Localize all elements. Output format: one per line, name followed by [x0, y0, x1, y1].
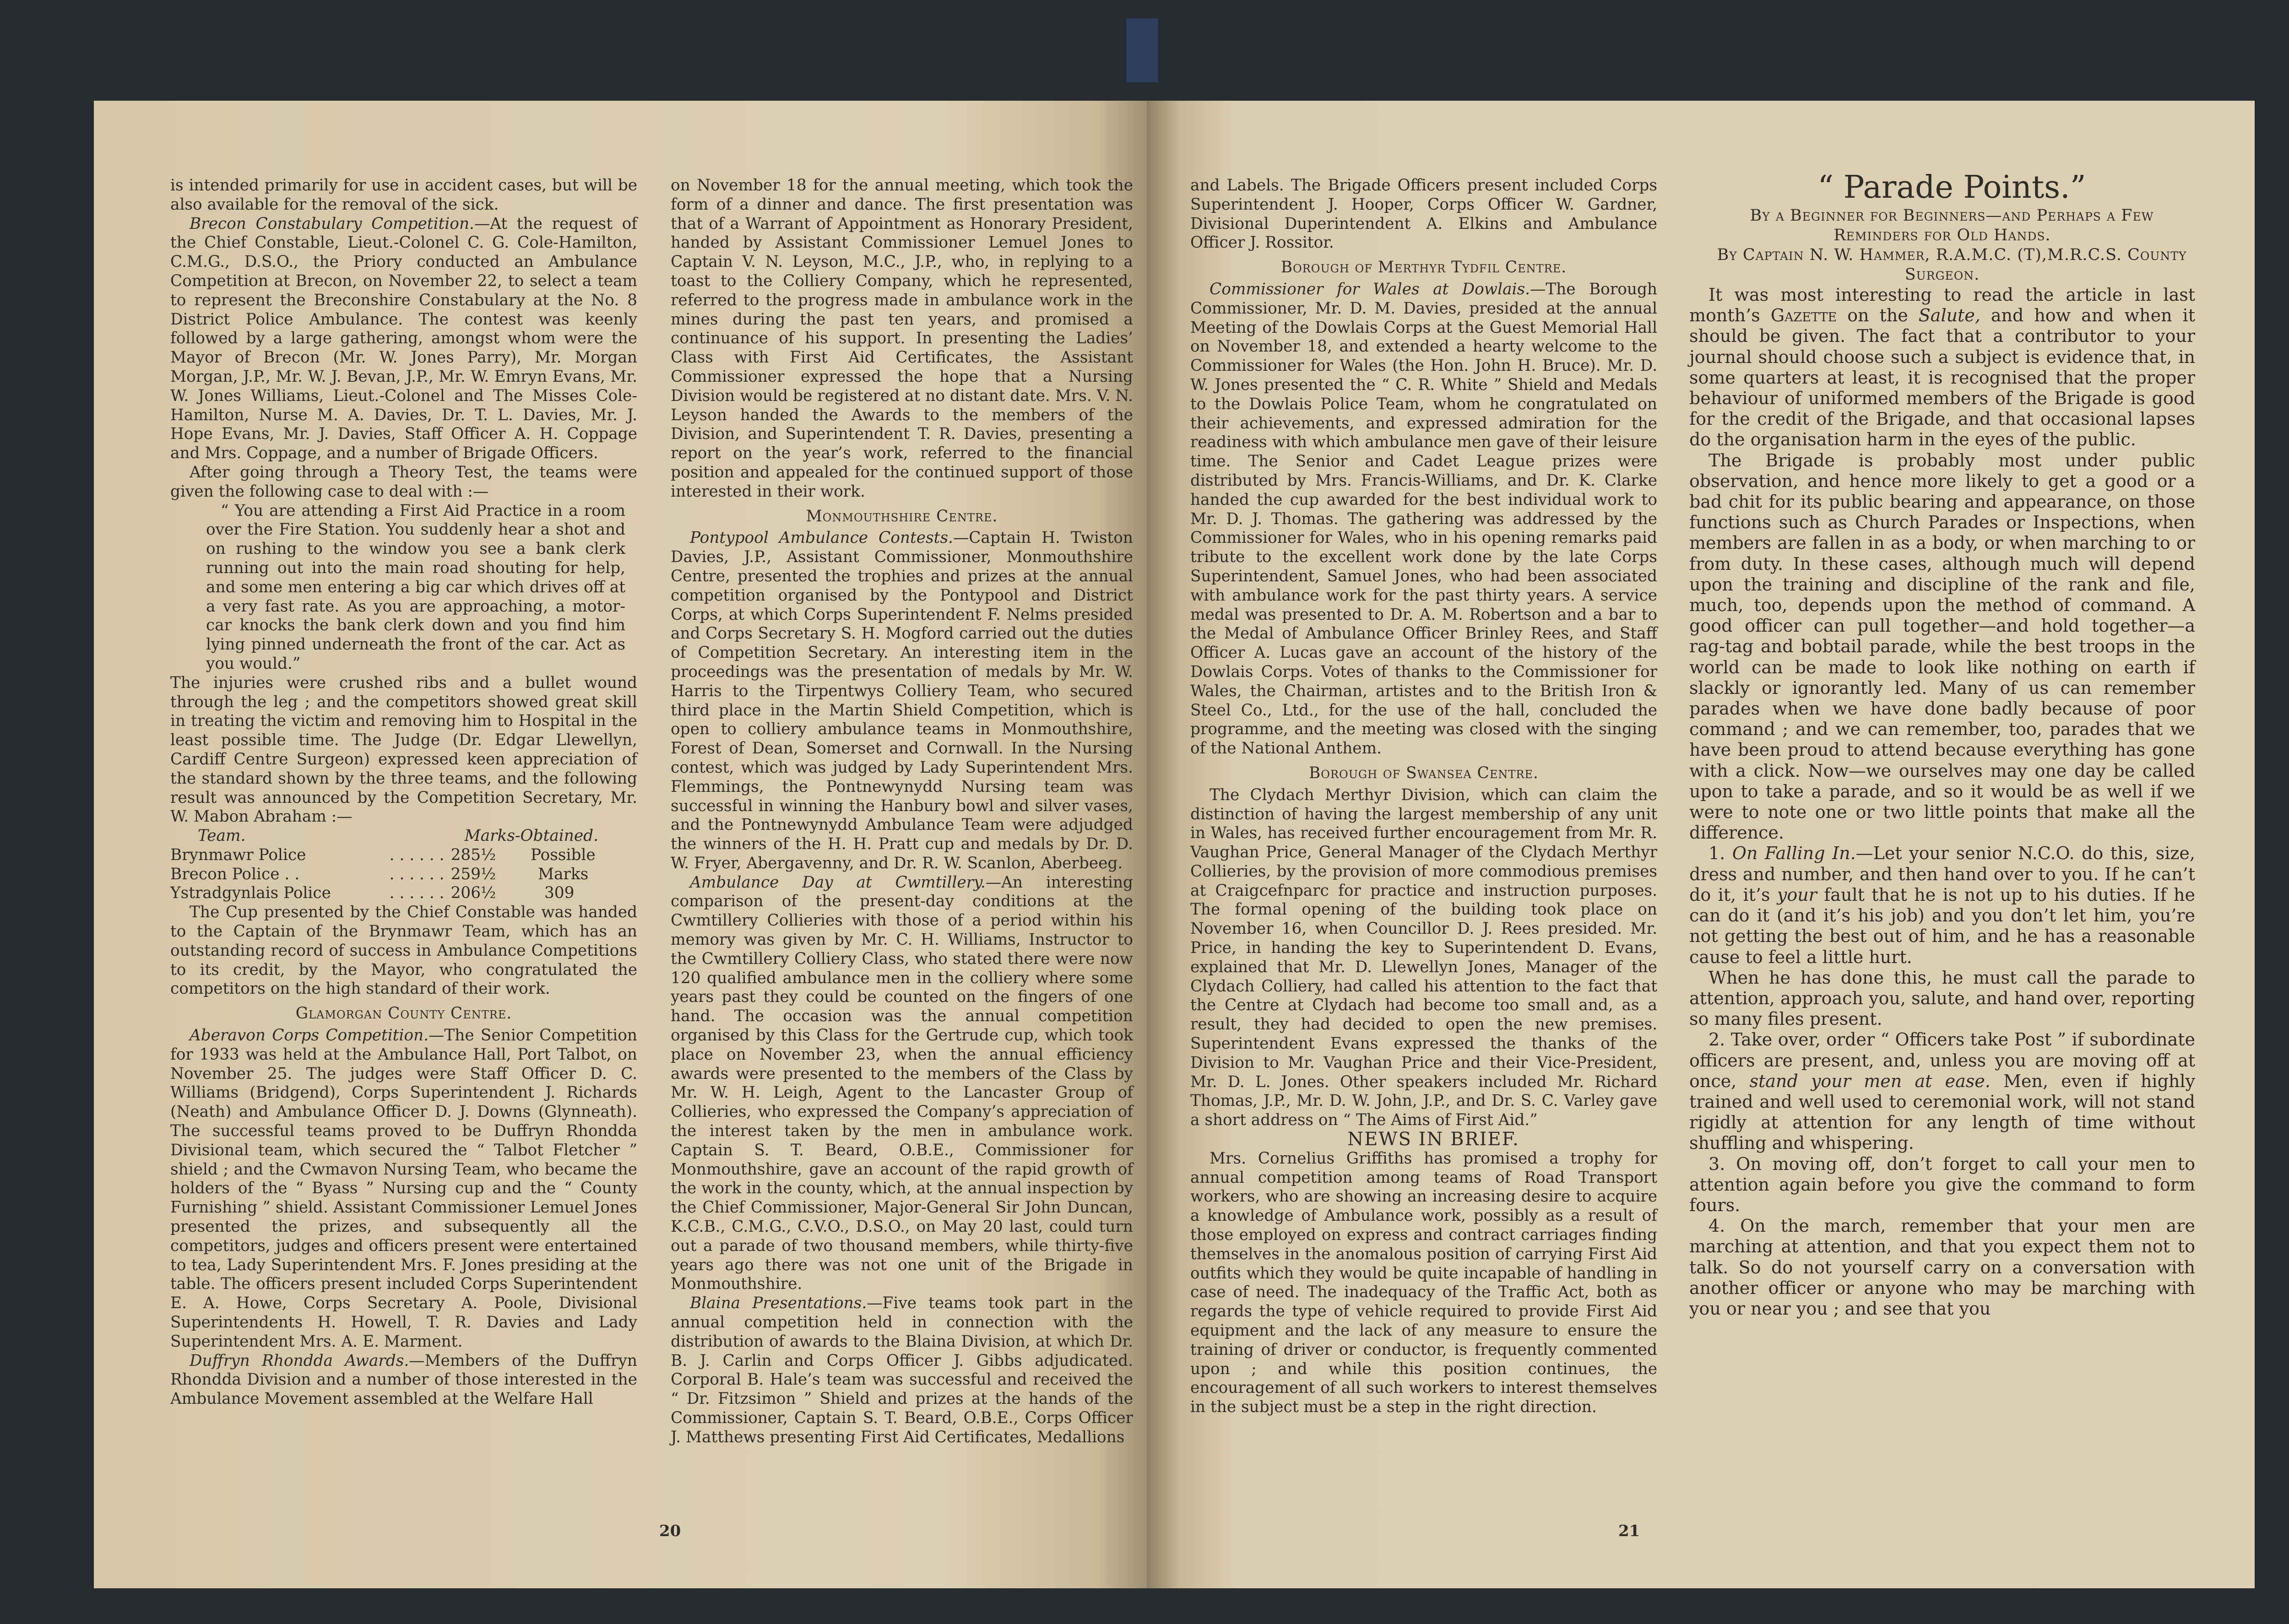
paragraph-text: —The Borough Commissioner, Mr. D. M. Davies, presided at the annual Meeting of the Dowlais Corps at the Guest Memorial Hall on November 18, and extended a hearty welcome to the Commissioner for Wales (the Hon. John H. Bruce). Mr. D. W. Jones presented the “ C. R. White ” Shield and Medals to the Dowlais Police Team, whom he congratulated on their achievements, and expressed admiration for the readiness with which ambulance men gave of their leisure time. The Senior and Cadet League prizes were distributed by Mrs. Francis-Williams, and Dr. K. Clarke handed the cup awarded for the best individual work to Mr. D. J. Thomas. The gathering was addressed by the Commissioner for Wales, who in his opening remarks paid tribute to the excellent work done by the late Corps Superintendent, Samuel Jones, who had been associated with ambulance work for the past thirty years. A service medal was presented to Dr. A. M. Robertson and a bar to the Medal of Ambulance Officer Brinley Rees, and Staff Officer A. Lucas gave an account of the history of the Dowlais Corps. Votes of thanks to the Commissioner for Wales, the Chairman, artistes and to the British Iron & Steel Co., Ltd., for the use of the hall, concluded the programme, and the meeting was closed with the singing of the National Anthem. — [1190, 280, 1657, 758]
paragraph: The Brigade is probably most under public observation, and hence more likely to get a good or a bad chit for its public bearing and appearance, on those functions such as Church Parades or Inspections, when members are fallen in as a body, or when marching to or from duty. In these cases, although much will depend upon the training and discipline of the rank and file, much, too, depends upon the method of command. A good officer can pull together—and hold together—a rag-tag and bobtail parade, while the best troops in the world can be made to look like nothing on earth if slackly or ignorantly led. Many of us can remember parades when we have done badly because of poor command ; and we can remember, too, parades that we have been proud to attend because everything has gone with a click. Now—we ourselves may one day be called upon to take a parade, and so it would be as well if we were to note one or two little points that make all the difference. — [1689, 450, 2195, 843]
subsection-heading: Blaina Presentations. — [690, 1294, 867, 1313]
column-header-team: Team. — [198, 827, 246, 845]
paragraph-text: 2. Take over, order “ Officers take Post ” if subordinate officers are present, and, unless you are moving off at once, — [1689, 1029, 2195, 1091]
paragraph: Mrs. Cornelius Griffiths has promised a trophy for annual competition among teams of Road Transport workers, who are showing an increasing desire to acquire a knowledge of Ambulance work, possibly as a result of those employed on express and contract carriages finding themselves in the anomalous position of carrying First Aid outfits which they would be quite incapable of handling in case of need. The inadequacy of the Traffic Act, both as regards the type of vehicle required to provide First Aid equipment and the lack of any measure to ensure the training of driver or conductor, is frequently commented upon ; and while this position continues, the encouragement of all such workers to interest themselves in the subject must be a step in the right direction. — [1190, 1149, 1657, 1417]
right-page — [1147, 101, 2255, 1588]
page-number: 20 — [659, 1522, 681, 1540]
gazette-name: Gazette — [1770, 305, 1837, 326]
article-byline: By Captain N. W. Hammer, R.A.M.C. (T),M.R.C.S. County Surgeon. — [1717, 246, 2187, 284]
leader-dots: . . . . . . — [389, 884, 445, 903]
paragraph — [170, 215, 637, 463]
leader-dots: . . . . . . — [389, 865, 445, 883]
paragraph: on November 18 for the annual meeting, which took the form of a dinner and dance. The first presentation was that of a Warrant of Appointment as Honorary President, handed by Assistant Commissioner Lemuel Jones to Captain V. N. Leyson, M.C., J.P., who, in replying to a toast to the Colliery Company, which he represented, referred to the progress made in ambulance work in the mines during the past ten years, and promised a continuance of his support. In presenting the Ladies’ Class with First Aid Certificates, the Assistant Commissioner expressed the hope that a Nursing Division would be registered at no distant date. Mrs. V. N. Leyson handed the Awards to the members of the Division, and Superintendent T. R. Davies, presenting a report on the year’s work, referred to the financial position and appealed for the continued support of those interested in their work. — [671, 176, 1133, 501]
column-2 — [671, 176, 1133, 1447]
column-header-marks: Marks-Obtained. — [464, 827, 599, 845]
section-heading: Brecon Constabulary Competition. — [190, 214, 474, 233]
paragraph — [170, 1026, 637, 1352]
paragraph-text: —At the request of the Chief Constable, Lieut.-Colonel C. G. Cole-Hamilton, C.M.G., D.S.O., the Priory conducted an Ambulance Competition at Brecon, on November 22, to select a team to represent the Breconshire Constabulary at the No. 8 District Police Ambulance. The contest was keenly followed by a large gathering, amongst whom were the Mayor of Brecon (Mr. W. Jones Parry), Mr. Morgan Morgan, J.P., Mr. W. J. Bevan, J.P., Mr. W. Emryn Evans, Mr. W. Jones Williams, Lieut.-Colonel and The Misses Cole-Hamilton, Nurse M. A. Davies, Dr. T. L. Davies, Mr. J. Hope Evans, Mr. J. Davies, Staff Officer A. H. Coppage and Mrs. Coppage, and a number of Brigade Officers. — [170, 214, 637, 463]
paragraph: 4. On the march, remember that your men are marching at attention, and that you expect them not to talk. So do not yourself carry on a conversation with another officer or anyone who may be marching with you or near you ; and see that you — [1689, 1216, 2195, 1319]
case-quote: “ You are attending a First Aid Practice in a room over the Fire Station. You suddenly hear a shot and on rushing to the window you see a bank clerk running out into the main road shouting for help, and some men entering a big car which drives off at a very fast rate. As you are approaching, a motor-car knocks the bank clerk down and you find him lying pinned underneath the front of the car. Act as you would.” — [206, 501, 625, 673]
section-heading: Monmouthshire Centre. — [806, 507, 998, 525]
emphasis: Salute, — [1918, 305, 1980, 326]
paragraph: The Clydach Merthyr Division, which can claim the distinction of having the largest membership of any unit in Wales, has received further encouragement from Mr. R. Vaughan Price, General Manager of the Clydach Merthyr Collieries, by the provision of more commodious premises at Craigcefnparc for practice and instruction purposes. The formal opening of the building took place on November 16, when Councillor D. J. Rees presided. Mr. Price, in handing the key to Superintendent D. Evans, explained that Mr. D. Llewellyn Jones, Manager of the Clydach Colliery, had called his attention to the fact that the Centre at Clydach had become too small and, as a result, they had decided to open the new premises. Superintendent Evans expressed the thanks of the Division to Mr. Vaughan Price and their Vice-President, Mr. D. L. Jones. Other speakers included Mr. Richard Thomas, J.P., Mr. D. W. John, J.P., and Dr. S. C. Varley gave a short address on “ The Aims of First Aid.” — [1190, 785, 1657, 1130]
section-heading: Glamorgan County Centre. — [295, 1004, 512, 1023]
paragraph-text: and how and when it should be given. The fact that a contributor to your journal should choose such a subject is evidence that, in some quarters at least, it is recognised that the proper behaviour of uniformed members of the Brigade is good for the credit of the Brigade, and that occasional lapses do the organisation harm in the eyes of the public. — [1689, 305, 2195, 450]
subsection-heading: Duffryn Rhondda Awards. — [190, 1351, 409, 1370]
paragraph-text: —Captain H. Twiston Davies, J.P., Assistant Commissioner, Monmouthshire Centre, presented the trophies and prizes at the annual competition organised by the Pontypool and District Corps, at which Corps Superintendent F. Nelms presided and Corps Secretary S. H. Mogford carried out the duties of Competition Secretary. An interesting item in the proceedings was the presentation of medals by Mr. W. Harris to the Tirpentwys Colliery Team, who secured third place in the Martin Shield Competition, which is open to colliery ambulance teams in Monmouthshire, Forest of Dean, Somerset and Cornwall. In the Nursing contest, which was judged by Lady Superintendent Mrs. Flemmings, the Pontnewynydd Nursing team was successful in winning the Hanbury bowl and silver vases, and the Pontnewynydd Ambulance Team were adjudged the winners of the H. H. Pratt cup and medals by Dr. D. W. Fryer, Abergavenny, and Dr. R. W. Scanlon, Aberbeeg. — [671, 529, 1133, 872]
section-heading: Borough of Swansea Centre. — [1309, 763, 1539, 782]
table-row — [170, 865, 637, 884]
paragraph: and Labels. The Brigade Officers present included Corps Superintendent J. Hooper, Corps Officer W. Gardner, Divisional Duperintendent A. Elkins and Ambulance Officer J. Rossitor. — [1190, 176, 1657, 252]
page-number: 21 — [1618, 1522, 1640, 1540]
paragraph: 3. On moving off, don’t forget to call your men to attention again before you give the command to form fours. — [1689, 1153, 2195, 1215]
paragraph: The Cup presented by the Chief Constable was handed to the Captain of the Brynmawr Team, which has an outstanding record of success in Ambulance Competitions to its credit, by the Mayor, who congratulated the competitors on the high standard of their work. — [170, 903, 637, 998]
paragraph-text: —Let your senior N.C.O. do this, size, dress and number, and then hand over to you. If he can’t do it, it’s — [1689, 843, 2195, 905]
subsection-heading: Ambulance Day at Cwmtillery. — [690, 873, 986, 892]
paragraph-text: —Five teams took part in the annual competition held in connection with the distribution of awards to the Blaina Division, at which Dr. B. J. Carlin and Corps Officer J. Gibbs adjudicated. Corporal B. Hale’s team was successful and received the “ Dr. Fitzsimon ” Shield and prizes at the hands of the Commissioner, Captain S. T. Beard, O.B.E., Corps Officer J. Matthews presenting First Aid Certificates, Medallions — [671, 1294, 1133, 1446]
column-4 — [1689, 169, 2195, 1319]
paragraph: When he has done this, he must call the parade to attention, approach you, salute, and hand over, reporting so many files present. — [1689, 967, 2195, 1029]
results-table — [170, 827, 637, 903]
paragraph-text: It was most interesting to read the article in last month’s — [1689, 285, 2195, 326]
news-heading: NEWS IN BRIEF. — [1347, 1129, 1519, 1150]
paragraph — [170, 1352, 637, 1409]
paragraph — [671, 529, 1133, 873]
paragraph-text: Men, even if highly trained and well used to ceremonial work, will not stand rigidly at attention for any length of time without shuffling and whispering. — [1689, 1071, 2196, 1153]
binding-tape — [1126, 18, 1158, 82]
emphasis: your — [1777, 884, 1817, 905]
paragraph: is intended primarily for use in accident cases, but will be also available for the removal of the sick. — [170, 176, 637, 214]
column-1 — [170, 176, 637, 1409]
article-title: “ Parade Points.” — [1817, 169, 2086, 206]
marks-note: 309 — [544, 884, 575, 903]
paragraph — [671, 873, 1133, 1294]
paragraph — [1689, 1029, 2195, 1153]
marks-note: Marks — [537, 865, 589, 883]
paragraph — [1689, 285, 2195, 450]
article-subtitle: By a Beginner for Beginners—and Perhaps a Few Reminders for Old Hands. — [1750, 206, 2154, 244]
paragraph — [1190, 280, 1657, 758]
marks-value: 206½ — [450, 884, 496, 903]
paragraph-text: on the — [1837, 305, 1919, 326]
column-3 — [1190, 176, 1657, 1417]
table-row — [170, 846, 637, 865]
team-name: Brecon Police . . — [170, 865, 300, 883]
subsection-heading: Commissioner for Wales at Dowlais. — [1210, 280, 1530, 298]
paragraph-text: —Members of the Duffryn Rhondda Division and a number of those interested in the Ambulance Movement assembled at the Welfare Hall — [170, 1351, 637, 1408]
paragraph-text: —An interesting comparison of the present-day conditions at the Cwmtillery Collieries with those of a period within his memory was given by Mr. C. H. Williams, Instructor to the Cwmtillery Colliery Class, who stated there were now 120 qualified ambulance men in the colliery where some years past they could be counted on the fingers of one hand. The occasion was the annual competition organised by this Class for the Gertrude cup, which took place on November 23, when the annual efficiency awards were presented to the members of the Class by Mr. W. H. Leigh, Agent to the Lancaster Group of Collieries, who expressed the Company’s appreciation of the interest taken by the men in ambulance work. Captain S. T. Beard, O.B.E., Commissioner for Monmouthshire, gave an account of the rapid growth of the work in the county, which, at the annual inspection by the Chief Commissioner, Major-General Sir John Duncan, K.C.B., C.M.G., C.V.O., D.S.O., on May 20 last, could turn out a parade of two thousand members, while thirty-five years ago there was not one unit of the Brigade in Monmouthshire. — [671, 873, 1134, 1294]
item-number: 1. — [1709, 843, 1732, 864]
paragraph — [671, 1294, 1133, 1447]
team-name: Ystradgynlais Police — [170, 884, 331, 903]
marks-value: 285½ — [450, 845, 496, 864]
subsection-heading: On Falling In. — [1732, 843, 1856, 864]
section-heading: Borough of Merthyr Tydfil Centre. — [1280, 258, 1567, 277]
marks-note: Possible — [530, 845, 596, 864]
marks-value: 259½ — [450, 865, 496, 883]
emphasis: stand your men at ease. — [1749, 1071, 1991, 1091]
leader-dots: . . . . . . — [389, 845, 445, 864]
paragraph-text: —The Senior Competition for 1933 was held at the Ambulance Hall, Port Talbot, on November 25. The judges were Staff Officer D. C. Williams (Bridgend), Corps Superintendent J. Richards (Neath) and Ambulance Officer D. J. Downs (Glynneath). The successful teams proved to be Duffryn Rhondda Divisional team, which secured the “ Talbot Fletcher ” shield ; and the Cwmavon Nursing Team, who became the holders of the “ Byass ” Nursing cup and the “ County Furnishing ” shield. Assistant Commissioner Lemuel Jones presented the prizes, and subsequently all the competitors, judges and officers present were entertained to tea, Lady Superintendent Mrs. F. Jones presiding at the table. The officers present included Corps Superintendent E. A. Howe, Corps Secretary A. Poole, Divisional Superintendents H. Howell, T. R. Davies and Lady Superintendent Mrs. A. E. Marment. — [170, 1026, 637, 1351]
subsection-heading: Aberavon Corps Competition. — [190, 1026, 429, 1045]
table-row — [170, 884, 637, 903]
paragraph: The injuries were crushed ribs and a bullet wound through the leg ; and the competitors showed great skill in treating the victim and removing him to Hospital in the least possible time. The Judge (Dr. Edgar Llewellyn, Cardiff Centre Surgeon) expressed keen appreciation of the standard shown by the three teams, and the following result was announced by the Competition Secretary, Mr. W. Mabon Abraham :— — [170, 673, 637, 826]
paragraph-text: fault that he is not up to his duties. If he can do it (and it’s his job) and you don’t let him, you’re not getting the best out of him, and he has a reasonable cause to feel a little hurt. — [1689, 884, 2195, 967]
subsection-heading: Pontypool Ambulance Contests. — [690, 529, 953, 547]
paragraph: After going through a Theory Test, the teams were given the following case to deal with :— — [170, 463, 637, 501]
team-name: Brynmawr Police — [170, 845, 306, 864]
paragraph — [1689, 843, 2195, 967]
left-page — [94, 101, 1149, 1588]
